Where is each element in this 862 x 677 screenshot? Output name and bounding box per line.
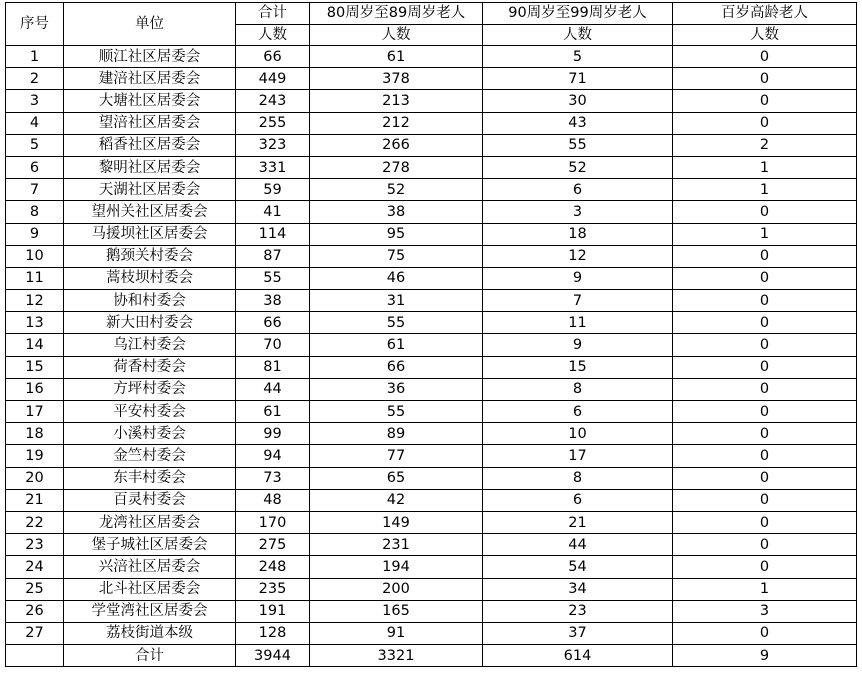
cell-total: 275 (236, 534, 310, 556)
cell-age-80-89: 91 (310, 622, 483, 644)
cell-total: 243 (236, 90, 310, 112)
cell-total: 449 (236, 68, 310, 90)
cell-total: 99 (236, 423, 310, 445)
cell-unit: 北斗社区居委会 (64, 578, 236, 600)
cell-age-80-89: 213 (310, 90, 483, 112)
cell-age-100: 0 (673, 46, 857, 68)
cell-unit: 协和村委会 (64, 290, 236, 312)
cell-total: 87 (236, 245, 310, 267)
cell-total: 61 (236, 401, 310, 423)
cell-seq: 27 (6, 622, 64, 644)
cell-unit: 大塘社区居委会 (64, 90, 236, 112)
header-age-80-89: 80周岁至89周岁老人 (310, 3, 483, 25)
cell-age-100: 0 (673, 290, 857, 312)
cell-age-90-99: 9 (483, 267, 673, 289)
cell-age-80-89: 266 (310, 134, 483, 156)
cell-age-100: 0 (673, 489, 857, 511)
cell-age-80-89: 31 (310, 290, 483, 312)
cell-age-90-99: 23 (483, 600, 673, 622)
cell-seq: 9 (6, 223, 64, 245)
cell-age-90-99: 34 (483, 578, 673, 600)
cell-total: 255 (236, 112, 310, 134)
cell-age-90-99: 18 (483, 223, 673, 245)
cell-age-100: 2 (673, 134, 857, 156)
cell-total: 235 (236, 578, 310, 600)
cell-seq: 11 (6, 267, 64, 289)
cell-age-100: 3 (673, 600, 857, 622)
cell-age-80-89: 55 (310, 312, 483, 334)
cell-seq: 4 (6, 112, 64, 134)
header-90-count: 人数 (483, 24, 673, 46)
cell-age-90-99: 6 (483, 179, 673, 201)
cell-total: 70 (236, 334, 310, 356)
cell-age-80-89: 66 (310, 356, 483, 378)
cell-age-80-89: 36 (310, 378, 483, 400)
cell-age-100: 0 (673, 334, 857, 356)
cell-unit: 蒿枝坝村委会 (64, 267, 236, 289)
table-row (6, 290, 857, 312)
cell-seq: 7 (6, 179, 64, 201)
table-row (6, 267, 857, 289)
cell-seq: 2 (6, 68, 64, 90)
cell-unit: 东丰村委会 (64, 467, 236, 489)
cell-seq: 13 (6, 312, 64, 334)
cell-age-100: 0 (673, 378, 857, 400)
table-row (6, 511, 857, 533)
cell-seq: 23 (6, 534, 64, 556)
cell-age-100: 0 (673, 201, 857, 223)
table-row (6, 423, 857, 445)
cell-seq: 3 (6, 90, 64, 112)
cell-seq: 20 (6, 467, 64, 489)
cell-total: 128 (236, 622, 310, 644)
table-row (6, 534, 857, 556)
table-row (6, 223, 857, 245)
cell-age-90-99: 3 (483, 201, 673, 223)
cell-age-80-89: 38 (310, 201, 483, 223)
table-row (6, 334, 857, 356)
cell-age-80-89: 89 (310, 423, 483, 445)
cell-age-90-99: 37 (483, 622, 673, 644)
header-age-100: 百岁高龄老人 (673, 3, 857, 25)
cell-total: 73 (236, 467, 310, 489)
table-row (6, 445, 857, 467)
cell-total: 114 (236, 223, 310, 245)
cell-unit: 堡子城社区居委会 (64, 534, 236, 556)
cell-total: 170 (236, 511, 310, 533)
cell-age-100: 0 (673, 267, 857, 289)
cell-unit: 顺江社区居委会 (64, 46, 236, 68)
table-row (6, 134, 857, 156)
cell-unit: 新大田村委会 (64, 312, 236, 334)
cell-total: 55 (236, 267, 310, 289)
cell-age-80-89: 278 (310, 156, 483, 178)
cell-age-90-99: 30 (483, 90, 673, 112)
cell-age-90-99: 54 (483, 556, 673, 578)
cell-seq: 24 (6, 556, 64, 578)
cell-age-100: 0 (673, 312, 857, 334)
cell-total: 66 (236, 46, 310, 68)
cell-age-100: 1 (673, 179, 857, 201)
table-row (6, 556, 857, 578)
cell-age-100: 0 (673, 534, 857, 556)
cell-age-80-89: 55 (310, 401, 483, 423)
cell-unit: 百灵村委会 (64, 489, 236, 511)
total-row-label: 合计 (64, 645, 236, 667)
table-row (6, 201, 857, 223)
cell-age-80-89: 75 (310, 245, 483, 267)
cell-age-80-89: 231 (310, 534, 483, 556)
cell-seq: 12 (6, 290, 64, 312)
cell-unit: 马援坝社区居委会 (64, 223, 236, 245)
cell-age-90-99: 6 (483, 489, 673, 511)
cell-seq: 17 (6, 401, 64, 423)
cell-age-90-99: 55 (483, 134, 673, 156)
cell-age-90-99: 43 (483, 112, 673, 134)
table-row (6, 356, 857, 378)
cell-age-90-99: 17 (483, 445, 673, 467)
cell-age-100: 1 (673, 223, 857, 245)
cell-age-100: 0 (673, 356, 857, 378)
table-row (6, 467, 857, 489)
table-row (6, 46, 857, 68)
cell-age-80-89: 165 (310, 600, 483, 622)
cell-age-100: 1 (673, 578, 857, 600)
cell-seq: 15 (6, 356, 64, 378)
table-row (6, 489, 857, 511)
header-row-1 (6, 3, 857, 25)
cell-unit: 鹅颈关村委会 (64, 245, 236, 267)
cell-age-100: 0 (673, 245, 857, 267)
cell-total: 66 (236, 312, 310, 334)
total-row (6, 645, 857, 667)
cell-age-100: 1 (673, 156, 857, 178)
cell-age-100: 0 (673, 112, 857, 134)
cell-unit: 天湖社区居委会 (64, 179, 236, 201)
cell-age-80-89: 95 (310, 223, 483, 245)
cell-unit: 方坪村委会 (64, 378, 236, 400)
cell-seq: 21 (6, 489, 64, 511)
total-row-total: 3944 (236, 645, 310, 667)
cell-age-100: 0 (673, 90, 857, 112)
table-row (6, 68, 857, 90)
header-seq: 序号 (6, 3, 64, 46)
table-row (6, 112, 857, 134)
cell-seq: 22 (6, 511, 64, 533)
cell-seq: 19 (6, 445, 64, 467)
table-row (6, 156, 857, 178)
cell-age-100: 0 (673, 511, 857, 533)
header-total: 合计 (236, 3, 310, 25)
table-row (6, 622, 857, 644)
cell-total: 94 (236, 445, 310, 467)
table-row (6, 578, 857, 600)
cell-unit: 稻香社区居委会 (64, 134, 236, 156)
header-unit: 单位 (64, 3, 236, 46)
cell-unit: 平安村委会 (64, 401, 236, 423)
cell-total: 248 (236, 556, 310, 578)
cell-seq: 5 (6, 134, 64, 156)
cell-unit: 兴涪社区居委会 (64, 556, 236, 578)
cell-total: 38 (236, 290, 310, 312)
cell-total: 44 (236, 378, 310, 400)
cell-total: 41 (236, 201, 310, 223)
cell-age-80-89: 77 (310, 445, 483, 467)
table-row (6, 401, 857, 423)
cell-total: 48 (236, 489, 310, 511)
cell-age-80-89: 200 (310, 578, 483, 600)
cell-age-80-89: 65 (310, 467, 483, 489)
cell-seq: 6 (6, 156, 64, 178)
cell-seq: 25 (6, 578, 64, 600)
total-row-90-99: 614 (483, 645, 673, 667)
cell-age-90-99: 9 (483, 334, 673, 356)
cell-age-80-89: 46 (310, 267, 483, 289)
header-total-count: 人数 (236, 24, 310, 46)
cell-age-90-99: 12 (483, 245, 673, 267)
cell-age-80-89: 378 (310, 68, 483, 90)
total-row-100: 9 (673, 645, 857, 667)
cell-age-100: 0 (673, 423, 857, 445)
cell-age-80-89: 149 (310, 511, 483, 533)
cell-unit: 黎明社区居委会 (64, 156, 236, 178)
cell-total: 191 (236, 600, 310, 622)
cell-total: 331 (236, 156, 310, 178)
cell-unit: 龙湾社区居委会 (64, 511, 236, 533)
cell-unit: 小溪村委会 (64, 423, 236, 445)
cell-total: 59 (236, 179, 310, 201)
cell-age-90-99: 11 (483, 312, 673, 334)
cell-seq: 10 (6, 245, 64, 267)
cell-age-100: 0 (673, 401, 857, 423)
table-row (6, 600, 857, 622)
cell-age-90-99: 8 (483, 378, 673, 400)
cell-age-80-89: 61 (310, 334, 483, 356)
cell-age-90-99: 71 (483, 68, 673, 90)
cell-age-100: 0 (673, 68, 857, 90)
cell-age-80-89: 212 (310, 112, 483, 134)
cell-age-100: 0 (673, 467, 857, 489)
table-row (6, 378, 857, 400)
cell-age-80-89: 52 (310, 179, 483, 201)
cell-total: 81 (236, 356, 310, 378)
cell-age-80-89: 42 (310, 489, 483, 511)
cell-age-90-99: 21 (483, 511, 673, 533)
cell-age-90-99: 8 (483, 467, 673, 489)
cell-seq: 26 (6, 600, 64, 622)
cell-seq: 16 (6, 378, 64, 400)
cell-age-80-89: 61 (310, 46, 483, 68)
cell-seq: 18 (6, 423, 64, 445)
cell-age-80-89: 194 (310, 556, 483, 578)
cell-seq: 8 (6, 201, 64, 223)
total-row-blank (6, 645, 64, 667)
cell-age-90-99: 15 (483, 356, 673, 378)
cell-unit: 乌江村委会 (64, 334, 236, 356)
table-row (6, 90, 857, 112)
cell-seq: 1 (6, 46, 64, 68)
total-row-80-89: 3321 (310, 645, 483, 667)
cell-unit: 荔枝街道本级 (64, 622, 236, 644)
cell-unit: 荷香村委会 (64, 356, 236, 378)
cell-age-90-99: 7 (483, 290, 673, 312)
cell-unit: 学堂湾社区居委会 (64, 600, 236, 622)
cell-age-90-99: 44 (483, 534, 673, 556)
header-80-count: 人数 (310, 24, 483, 46)
cell-unit: 金竺村委会 (64, 445, 236, 467)
cell-age-90-99: 6 (483, 401, 673, 423)
cell-unit: 建涪社区居委会 (64, 68, 236, 90)
cell-total: 323 (236, 134, 310, 156)
table-row (6, 312, 857, 334)
cell-age-100: 0 (673, 445, 857, 467)
cell-unit: 望涪社区居委会 (64, 112, 236, 134)
cell-age-100: 0 (673, 622, 857, 644)
header-age-90-99: 90周岁至99周岁老人 (483, 3, 673, 25)
cell-unit: 望州关社区居委会 (64, 201, 236, 223)
cell-age-100: 0 (673, 556, 857, 578)
cell-seq: 14 (6, 334, 64, 356)
elderly-population-table (5, 2, 857, 667)
table-row (6, 245, 857, 267)
cell-age-90-99: 52 (483, 156, 673, 178)
cell-age-90-99: 5 (483, 46, 673, 68)
cell-age-90-99: 10 (483, 423, 673, 445)
header-100-count: 人数 (673, 24, 857, 46)
table-row (6, 179, 857, 201)
